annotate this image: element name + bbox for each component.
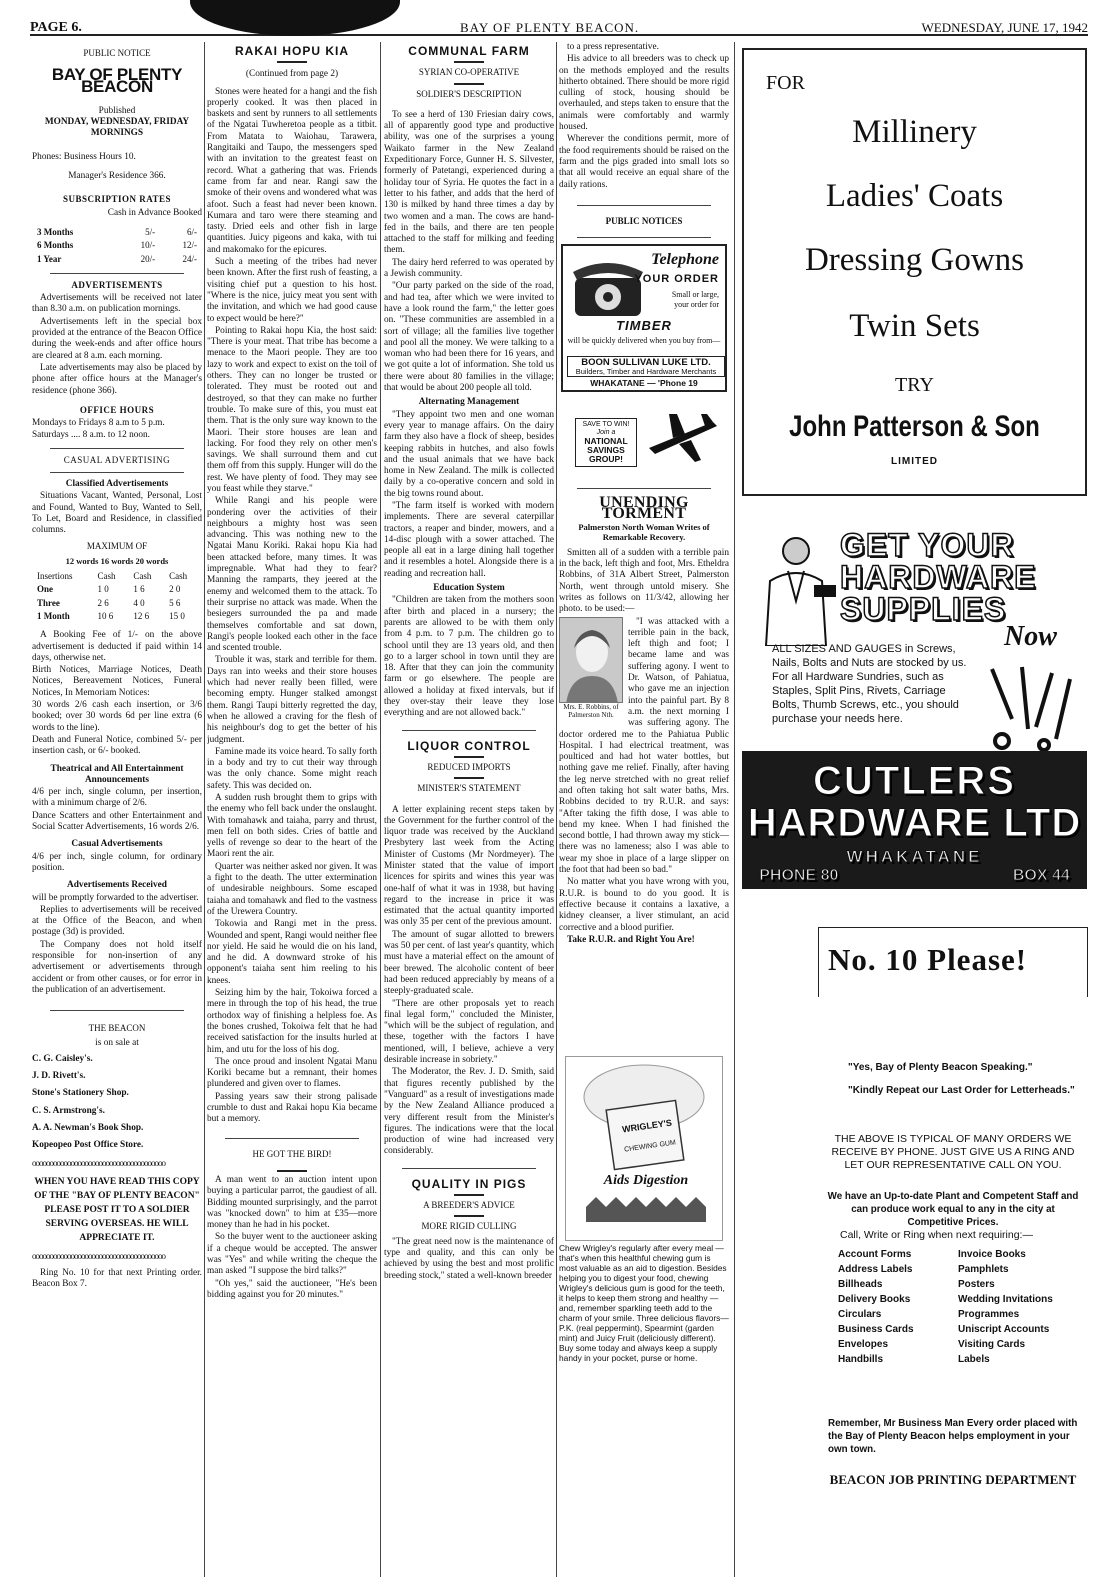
paragraph: The Moderator, the Rev. J. D. Smith, said that figures recently published by the "Vanguard" as a result of investigations made by the New Zealand Alliance produced a very different result from the Minister's figures. The indications were that the local production of wine had increased very considerably. — [384, 1067, 554, 1157]
paragraph: Trouble it was, stark and terrible for them. Days ran into weeks and their store houses which had never really been filled, were becoming empty. Hunger stalked amongst them. Rangi Taupi bitterly regretted the day, when he allowed a craving for the flesh of his neighbour's dog to get the better of his judgment. — [207, 655, 377, 745]
paragraph: Such a meeting of the tribes had never been known. After the first rush of feasting, a visiting chief put a question to his host. "Where is the nice, juicy meat you sent with the invitation, and which we had good cause to expect would be here?" — [207, 257, 377, 324]
timber-label: TIMBER — [616, 318, 672, 334]
phone-quote: "Yes, Bay of Plenty Beacon Speaking." — [848, 1062, 1033, 1073]
rate-cell: 5/- — [145, 226, 156, 237]
firm-phone: WHAKATANE — 'Phone 19 — [590, 378, 698, 389]
paragraph: Advertisements will be received not later than 8.30 a.m. on publication mornings. — [32, 293, 202, 315]
sub-heading: Alternating Management — [418, 397, 520, 408]
column-rule — [556, 42, 557, 1577]
savings-line: SAVE TO WIN! — [582, 421, 630, 429]
firm-box — [567, 356, 725, 377]
office-hours-weekday: Mondays to Fridays 8 a.m to 5 p.m. — [32, 418, 165, 429]
paragraph: Death and Funeral Notice, combined 5/- per insertion cash, or 6/- booked. — [32, 734, 202, 757]
seller-item: Stone's Stationery Shop. — [32, 1088, 129, 1099]
phone-quote: "Kindly Repeat our Last Order for Letterheads." — [848, 1085, 1075, 1096]
article-subheading: SYRIAN CO-OPERATIVE — [418, 67, 520, 78]
ad-firm: John Patterson & Son — [789, 410, 1040, 443]
public-notices-heading: PUBLIC NOTICES — [605, 215, 683, 226]
paragraph: A sudden rush brought them to grips with the enemy who fell back under the onslaught. With tomahawk and taiaha, parry and thrust, men fell on both sides. Cries of battle and yells of revenge so dear to the heart of the Maori rent the air. — [207, 793, 377, 860]
issue-date: WEDNESDAY, JUNE 17, 1942 — [921, 20, 1088, 35]
hardware-tools-icon — [982, 659, 1082, 754]
wrigleys-caption: Chew Wrigley's regularly after every meal — that's when this healthful chewing gum is most valuable as an aid to digestion. Besides helping you to digest your food, chewing Wrigley's delicious gum is good for the teeth, it helps to keep them strong and healthy — and, remember sparkling teeth add to the charm of your smile. Three delicious flavors—P.K. (real peppermint), Spearmint (garden mint) and Juicy Fruit (deliciously different). Buy some today and always keep a supply handy in your pocket, purse or home. — [559, 1243, 729, 1364]
rate-row — [34, 254, 200, 265]
casual-adv-heading: Casual Advertisements — [71, 839, 163, 850]
printing-item: Visiting Cards — [958, 1339, 1026, 1350]
seller-item: Kopeopeo Post Office Store. — [32, 1140, 144, 1151]
divider — [50, 472, 184, 473]
section-label: PUBLIC NOTICE — [83, 48, 151, 58]
paragraph: The once proud and insolent Ngatai Manu Koriki became but a remnant, their homes plundered and given over to flames. — [207, 1056, 377, 1090]
seller-item: C. S. Armstrong's. — [32, 1105, 105, 1116]
seller-item: A. A. Newman's Book Shop. — [32, 1122, 144, 1133]
printing-item: Address Labels — [838, 1264, 913, 1275]
insertion-cell: 15 0 — [169, 610, 185, 621]
portrait-image — [559, 617, 623, 703]
paragraph: No matter what you have wrong with you, R.U.R. is bound to do you good. It is effective because it contains a laxative, a kidney cleanser, a liver stimulant, an acid corrective and a blood purifier. — [559, 877, 729, 933]
article-body — [384, 110, 554, 394]
divider — [50, 448, 184, 449]
insertion-header: Cash — [133, 571, 152, 582]
paragraph: The amount of sugar allotted to brewers was 50 per cent. of last year's quantity, which must have a material effect on the amount of beer brewed. The alcoholic content of beer had been reduced appreciably by means of a steeply-graduated scale. — [384, 929, 554, 997]
publication-days: MONDAY, WEDNESDAY, FRIDAY MORNINGS — [44, 117, 190, 139]
insertion-cell: 1 6 — [133, 584, 145, 595]
insertion-header: Cash — [169, 571, 188, 582]
article-title: COMMUNAL FARM — [408, 44, 530, 58]
paragraph: "I was attacked with a terrible pain in the back, left thigh and foot; I became lame and was suffering agony. I went to Dr. Watson, of Pahiatua, who gave me an injection into the painful part. By 8 a.m. the next morning I was suffering agony. The doctor ordered me to the Pahiatua Public Hospital. I had electrical treatment, was poulticed and had hot water bottles, but nothing gave me relief. Finally, after having the leg nerve stretched with no great relief and often taking hot salt water baths, Mrs. Robbins decided to try R.U.R. and says: "After taking the fifth dose, I was able to bend my knee. When I had finished the second bottle, I had thrown away my stick—there was no lameness; also I was able to wear my shoe in place of a large slipper on the foot that had been so bad." — [559, 616, 729, 876]
insertion-header: Insertions — [37, 571, 73, 582]
subscription-heading: SUBSCRIPTION RATES — [62, 194, 172, 205]
paragraph: Smitten all of a sudden with a terrible pain in the back, left thigh and foot, Mrs. Etheldra Robbins, of 31A Albert Street, Palmerston North, went through untold misery. She writes as follows on 11/3/42, allowing her photo. to be used:— — [559, 547, 729, 615]
title-rule — [454, 1215, 484, 1217]
paragraph: While Rangi and his people were pondering over the activities of their neighbours a mighty host was seen advancing. This was nothing new to the Ngatai Manu Koriki. Rakai hopu Kia had been attacked before, many times. It was impregnable. What had they to fear? Manning the ramparts, they jeered at the enemy and welcomed them to the attack. To their surprise no attack was made. When the besiegers surrounded the pa and made themselves comfortable and sat down, Rangi's people looked each other in the face and scented trouble. — [207, 496, 377, 654]
dotted-divider: oooooooooooooooooooooooooooooooooooooo — [32, 1250, 165, 1261]
manager-phone: Manager's Residence 366. — [68, 171, 166, 182]
printing-row — [838, 1352, 1078, 1367]
paragraph: His advice to all breeders was to check up on the methods employed and the results hitherto obtained. There should be more rigid culling of stock, housing should be overhauled, and steps taken to ensure that the animals were comfortably and warmly housed. — [559, 54, 729, 133]
column-rule — [380, 42, 381, 1577]
printing-item: Invoice Books — [958, 1249, 1026, 1260]
insertion-table — [32, 569, 202, 624]
word-counts: 12 words 16 words 20 words — [65, 555, 169, 566]
paragraph: 30 words 2/6 cash each insertion, or 3/6 booked; over 30 words 6d per line extra (6 words to the line). — [32, 700, 202, 733]
paper-title: BAY OF PLENTY BEACON — [51, 65, 183, 96]
subscription-table — [32, 225, 202, 267]
theatrical-heading: Theatrical and All Entertainment Announcements — [50, 763, 184, 785]
printing-advert — [818, 897, 1088, 1577]
divider — [225, 1138, 359, 1139]
article-subheading: MINISTER'S STATEMENT — [417, 783, 521, 794]
firm-name: BOON SULLIVAN LUKE LTD. — [581, 357, 711, 369]
printing-title: No. 10 Please! — [828, 942, 1028, 977]
column-rule — [734, 42, 735, 1577]
telephone-icon — [569, 254, 647, 318]
paragraph: 4/6 per inch, single column, for ordinary position. — [32, 851, 202, 873]
title-rule — [454, 83, 484, 85]
paragraph: "They appoint two men and one woman every year to manage affairs. On the dairy farm they also have a flock of sheep, besides keeping rabbits in hutches, and also fowls and the usual animals that we have back home in New Zealand. The milk is collected daily by a co-operative concern and sold in the big towns round about. — [384, 409, 554, 499]
insertion-cell: 1 0 — [97, 584, 109, 595]
insertion-cell: 10 6 — [97, 610, 114, 621]
cutlers-phone: PHONE 80 — [759, 867, 839, 884]
article-subheading: MORE RIGID CULLING — [421, 1221, 517, 1232]
savings-line: NATIONAL SAVINGS GROUP! — [584, 436, 628, 465]
paragraph: Tokowia and Rangi met in the press. Wounded and spent, Rangi would neither flee nor yield. He said he would die on his land, and he did. A downward stroke of his opponent's taiaha sent him reeling to his knees. — [207, 919, 377, 986]
cutlers-name: HARDWARE LTD — [747, 801, 1082, 845]
order-text: Small or large, your order for — [671, 290, 719, 310]
ad-line: Dressing Gowns — [804, 242, 1025, 278]
article-body — [384, 595, 554, 719]
headline-line: SUPPLIES — [840, 591, 1007, 627]
paragraph: To see a herd of 130 Friesian dairy cows, all of apparently good type and productive ability, was one of the surprises a young Waikato farmer in the New Zealand Expeditionary Force, Gunner H. S. Silvester, formerly of Patetangi, experienced during a holiday tour of Syria. He quotes the fact in a letter to his father, and adds that the herd of 130 is milked by hand three times a day by two women and a man. The cows are hand-fed in the bails, and there are ten people attached to the staff for milking and feeding them. — [384, 109, 554, 256]
bird-heading: HE GOT THE BIRD! — [252, 1148, 332, 1159]
firm-description: Builders, Timber and Hardware Merchants — [575, 367, 717, 377]
savings-line: Join a — [596, 429, 616, 437]
article-body — [207, 87, 377, 1126]
article-body — [384, 410, 554, 580]
wrigleys-slogan: Aids Digestion — [603, 1173, 689, 1189]
paragraph: "Children are taken from the mothers soon after birth and placed in a nursery; the parents are allowed to be with them only from 4 p.m. to 7 p.m. The children go to school until they are 13 years old, and then go to a larger school in town until they are 18. After that they can join the community farm or go elsewhere. The people are allowed a holiday at fixed intervals, but if they over-stay their leave they lose everything and are not allowed back." — [384, 595, 554, 719]
bird-body — [207, 1175, 377, 1301]
rate-cell: 6 Months — [37, 240, 74, 251]
printing-item: Circulars — [838, 1309, 882, 1320]
paragraph: Late advertisements may also be placed by phone after office hours at the Manager's residence (phone 366). — [32, 362, 202, 396]
paragraph: to a press representative. — [567, 42, 659, 52]
seller-item: C. G. Caisley's. — [32, 1053, 93, 1064]
ad-try: TRY — [895, 374, 934, 396]
title-rule — [277, 1170, 307, 1172]
article-title: UNENDING TORMENT — [599, 494, 689, 523]
column-rule — [204, 42, 205, 1577]
article-subheading: Palmerston North Woman Writes of Remarkable Recovery. — [578, 521, 710, 542]
divider — [50, 1010, 184, 1011]
title-rule — [454, 61, 484, 63]
printing-item: Wedding Invitations — [958, 1294, 1053, 1305]
printing-item: Business Cards — [838, 1324, 914, 1335]
typical-text: THE ABOVE IS TYPICAL OF MANY ORDERS WE RECEIVE BY PHONE. JUST GIVE US A RING AND LET OUR REPRESENTATIVE CALL ON YOU. — [831, 1133, 1075, 1171]
paragraph: Birth Notices, Marriage Notices, Death Notices, Bereavement Notices, Funeral Notices, In Memoriam Notices: — [32, 665, 202, 698]
paragraph: Seizing him by the hair, Tokoiwa forced a mere in through the top of his head, the true orthodox way of finishing a helpless foe. As the bones crushed, Tokoiwa felt that he had received satisfaction for the insults hurled at him, and utu for the loss of his dog. — [207, 988, 377, 1055]
printing-item: Account Forms — [838, 1249, 912, 1260]
title-rule — [454, 777, 484, 779]
divider — [577, 205, 711, 206]
savings-advert — [559, 404, 729, 476]
printing-item: Labels — [958, 1354, 990, 1365]
rate-cell: 12/- — [182, 240, 197, 251]
paragraph: A letter explaining recent steps taken by the Government for the further control of the liquor trade was received by the Auckland Presbytery last week from the Acting Minister of Customs (Mr Nordmeyer). The Minister stated that the value of import licences for spirits and wines this year was one-half of what it was in 1938, but having regard to the increase in price it was estimated that the actual quantity imported was only 35 per cent of the previous amount. — [384, 804, 554, 928]
printing-item: Billheads — [838, 1279, 883, 1290]
printing-item: Handbills — [838, 1354, 884, 1365]
paragraph: "The farm itself is worked with modern implements. There are several caterpillar tractors, a reaper and binder, mowers, and a 14-disc plough with a sower attached. The people all eat in a large dining hall together and it resembles a hotel. Alongside there is a reading and recreation hall. — [384, 500, 554, 579]
portrait-photo — [559, 617, 623, 719]
telephone-label: Telephone — [651, 251, 719, 269]
insertion-header: Cash — [97, 571, 116, 582]
ad-limited: LIMITED — [891, 456, 938, 467]
printing-row — [838, 1277, 1078, 1292]
divider — [577, 237, 711, 238]
insertion-row — [34, 611, 200, 622]
divider — [402, 1168, 536, 1169]
paragraph: "The great need now is the maintenance of type and quality, and this can only be achieved by using the best and most prolific breeding stock," stated a well-known breeder — [384, 1236, 554, 1281]
paragraph: Advertisements left in the special box provided at the entrance of the Beacon Office during the week-ends and after office hours are cleared at 8 a.m. each morning. — [32, 316, 202, 361]
headline-line: GET YOUR — [840, 527, 1015, 563]
paragraph: Wherever the conditions permit, more of the food requirements should be raised on the farm and the pigs graded into small lots so that all would receive an equal share of the daily rations. — [559, 134, 729, 190]
office-hours-saturday: Saturdays .... 8 a.m. to 12 noon. — [32, 430, 151, 441]
classified-heading: Classified Advertisements — [65, 479, 169, 490]
column-public-notice — [32, 42, 202, 1292]
paragraph: Famine made its voice heard. To sally forth in a body and try to cut their way through was the only chance. Some might reach safety. This was decided on. — [207, 746, 377, 791]
received-heading: Advertisements Received — [67, 880, 167, 891]
maximum-heading: MAXIMUM OF — [86, 540, 148, 551]
newspaper-name: BAY OF PLENTY BEACON. — [460, 20, 640, 35]
remember-text: Remember, Mr Business Man Every order placed with the Bay of Plenty Beacon helps employment in your own town. — [828, 1418, 1078, 1455]
timber-advert — [561, 244, 727, 392]
paragraph: The dairy herd referred to was operated by a Jewish community. — [384, 257, 554, 280]
paragraph: So the buyer went to the auctioneer asking if a cheque would be accepted. The answer was "Yes" and while writing the cheque the man asked "I suppose the bird talks?" — [207, 1232, 377, 1277]
portrait-icon — [560, 618, 623, 703]
printing-row — [838, 1262, 1078, 1277]
paragraph: 4/6 per inch, single column, per insertion, with a minimum charge of 2/6. — [32, 787, 202, 809]
cutlers-banner — [742, 751, 1087, 889]
paragraph: A man went to an auction intent upon buying a particular parrot, the gaudiest of all. Bidding mounted surprisingly, and the parrot was "knocked down" to him at £35—more money than he had in his pocket. — [207, 1174, 377, 1231]
wrigleys-product: CHEWING GUM — [623, 1139, 677, 1154]
rate-cell: 20/- — [140, 253, 156, 264]
sale-label: is on sale at — [95, 1038, 139, 1049]
insertion-cell: 2 0 — [169, 584, 181, 595]
seller-item: J. D. Rivett's. — [32, 1071, 86, 1082]
cutlers-name: CUTLERS — [813, 759, 1016, 803]
paragraph: Quarter was neither asked nor given. It was a fight to the death. The utter extermination of undesirable neighbours. Some escaped taiaha and tomahawk and fled to the vastness of the Urewera Country. — [207, 861, 377, 917]
ring-notice: Ring No. 10 for that next Printing order. Beacon Box 7. — [32, 1268, 202, 1290]
ad-line: Ladies' Coats — [825, 178, 1004, 214]
article-subheading: REDUCED IMPORTS — [427, 761, 511, 772]
divider — [50, 273, 184, 274]
rate-cell: 1 Year — [37, 253, 62, 264]
insertion-row — [34, 598, 200, 609]
paragraph: The Company does not hold itself responsible for non-insertion of any advertisement or advertisements through accident or from other causes, or for error in the publication of an advertisement. — [32, 939, 202, 995]
divider — [402, 730, 536, 731]
paragraph: A Booking Fee of 1/- on the above advertisement is deducted if paid within 14 days, otherwise net. — [32, 630, 202, 663]
paragraph: Dance Scatters and other Entertainment and Social Scatter Advertisements, 16 words 2/6. — [32, 810, 202, 833]
masthead — [30, 12, 1088, 36]
insertion-cell: 2 6 — [97, 597, 109, 608]
hardware-body: ALL SIZES AND GAUGES in Screws, Nails, Bolts and Nuts are stocked by us. For all Hardware Sundries, such as Staples, Split Pins, Rivets, Carriage Bolts, Thumb Screws, etc., you should purchase your needs here. — [772, 643, 967, 725]
article-subheading: SOLDIER'S DESCRIPTION — [416, 88, 522, 99]
aeroplane-icon — [643, 408, 723, 466]
title-rule — [454, 756, 484, 758]
printing-item: Programmes — [958, 1309, 1020, 1320]
insertion-cell: 1 Month — [37, 610, 70, 621]
cutlers-box: BOX 44 — [1012, 867, 1070, 884]
your-order-label: YOUR ORDER — [634, 273, 719, 286]
paragraph: Passing years saw their strong palisade crumble to dust and Rakai hopu Kia became but a memory. — [207, 1091, 377, 1125]
savings-tag — [575, 418, 637, 467]
printing-row — [838, 1307, 1078, 1322]
photo-caption: Mrs. E. Robbins, of Palmerston Nth. — [563, 702, 619, 719]
column-mixed — [559, 42, 729, 1363]
column-communal-farm — [384, 42, 554, 1283]
subscription-columns: Cash in Advance Booked — [107, 207, 202, 218]
ad-line: Twin Sets — [849, 308, 980, 344]
beacon-heading: THE BEACON — [88, 1023, 146, 1034]
article-title: QUALITY IN PIGS — [411, 1176, 527, 1191]
paragraph: "Oh yes," said the auctioneer, "He's been bidding against you for 20 minutes." — [207, 1278, 377, 1300]
insertion-cell: Three — [37, 597, 60, 608]
title-rule — [454, 1194, 484, 1196]
column-rakai-hopu-kia — [207, 42, 377, 1302]
printing-item: Uniscript Accounts — [958, 1324, 1050, 1335]
paragraph: Stones were heated for a hangi and the fish properly cooked. It was then placed in baskets and sent by runners to all settlements of the Ngatai Tuwheretoa people as a titbit. From Matata to Waiohau, Tarawera, Rangitaiki and Taupo, the messengers sped with an invitation to the greatest feast on record. What a gathering that was. Friends came from far and near. Rangi saw the smoke of their ovens and wondered what was afoot. Such a feast had never been known. Kumara and taro were there steaming and tasty. Dried eels and other fish in large quantities. Juicy pigeons and kaka, with tui and makomako for the epicures. — [207, 86, 377, 255]
printing-row — [838, 1247, 1078, 1262]
plant-text: We have an Up-to-date Plant and Competent Staff and can produce work equal to any in the city at Competitive Prices. — [827, 1191, 1079, 1228]
headline-line: HARDWARE — [840, 559, 1037, 595]
rate-row — [34, 240, 200, 251]
dotted-divider: oooooooooooooooooooooooooooooooooooooo — [32, 1157, 165, 1168]
rate-cell: 24/- — [182, 253, 197, 264]
rate-cell: 6/- — [187, 226, 197, 237]
printing-row — [838, 1322, 1078, 1337]
paragraph: Replies to advertisements will be received at the Office of the Beacon, and when postage (3d) is provided. — [32, 904, 202, 938]
continued-note: (Continued from page 2) — [245, 69, 339, 80]
sub-heading: Education System — [433, 583, 505, 594]
paragraph: "There are other proposals yet to reach final legal form," concluded the Minister, "which will be the subject of regulation, and these, together with the factors I have mentioned, will, I believe, achieve a very desirable increase in sobriety." — [384, 998, 554, 1066]
casual-heading: CASUAL ADVERTISING — [63, 454, 171, 465]
paragraph: "Our party parked on the side of the road, and had tea, after which we were invited to have a look round the farm," the letter goes on. "These communities are assembled in a sort of village; all the families live together and pool all the money. We were talking to a woman who had been there for 16 years, and we got quite a lot of information. She told us there were about 80 families in the village; that would be about 200 people all told. — [384, 281, 554, 394]
phones: Phones: Business Hours 10. — [32, 151, 136, 162]
now-label: Now — [1004, 621, 1057, 652]
insertion-cell: 4 0 — [133, 597, 145, 608]
article-body — [559, 42, 729, 191]
insertion-row — [34, 584, 200, 595]
delivery-text: will be quickly delivered when you buy from— — [567, 336, 721, 346]
printing-item: Posters — [958, 1279, 995, 1290]
paragraph: Pointing to Rakai hopu Kia, the host said: "There is your meat. That tribe has become a menace to the Maori people. They are too lazy to work and expect to exist on the toil of others. They can no longer be trusted or tolerated. They must be rooted out and destroyed, so that they can make no further trouble. To make sure of this, you must eat them. That is the only sure way known to the Maori. Their store houses are lean and lacking. For food they rely on other men's savings. We shall surround them and cut them off from this supply. Hunger will do the rest. We have plenty of food. They may see you feast while they starve." — [207, 325, 377, 494]
soldier-notice: WHEN YOU HAVE READ THIS COPY OF THE "BAY OF PLENTY BEACON" PLEASE POST IT TO A SOLDIER SERVING OVERSEAS. HE WILL APPRECIATE IT. — [34, 1176, 200, 1243]
printing-item: Envelopes — [838, 1339, 889, 1350]
wrigleys-brand: WRIGLEY'S — [621, 1117, 673, 1135]
printing-row — [838, 1292, 1078, 1307]
printing-footer: BEACON JOB PRINTING DEPARTMENT — [829, 1472, 1077, 1487]
paragraph: Situations Vacant, Wanted, Personal, Lost and Found, Wanted to Buy, Wanted to Sell, To Let, Board and Residence, in classified columns. — [32, 491, 202, 536]
rate-row — [34, 227, 200, 238]
patterson-advert — [742, 48, 1087, 496]
paragraph: will be promptly forwarded to the advertiser. — [32, 892, 199, 903]
advertisements-heading: ADVERTISEMENTS — [71, 279, 163, 290]
shopkeeper-icon — [756, 531, 836, 646]
article-title: RAKAI HOPU KIA — [234, 44, 349, 58]
divider — [577, 488, 711, 489]
insertion-cell: 12 6 — [133, 610, 150, 621]
paragraph: Take R.U.R. and Right You Are! — [567, 934, 695, 945]
cutlers-town: WHAKATANE — [846, 847, 983, 866]
page-number: PAGE 6. — [30, 20, 82, 35]
printing-row — [838, 1337, 1078, 1352]
article-body — [384, 805, 554, 1158]
insertion-cell: 5 6 — [169, 597, 181, 608]
printing-item: Pamphlets — [958, 1264, 1009, 1275]
wrigleys-advert — [565, 1056, 723, 1241]
printing-items — [838, 1247, 1078, 1367]
article-title: LIQUOR CONTROL — [407, 738, 531, 753]
published-label: Published — [98, 105, 136, 116]
ad-line: Millinery — [852, 114, 977, 150]
cutlers-advert — [742, 529, 1087, 894]
ad-for: FOR — [766, 72, 805, 94]
title-rule — [277, 61, 307, 63]
sellers-list — [32, 1054, 202, 1152]
office-hours-heading: OFFICE HOURS — [79, 404, 155, 415]
rate-cell: 10/- — [140, 240, 156, 251]
insertion-cell: One — [37, 584, 54, 595]
rate-cell: 3 Months — [37, 226, 74, 237]
article-subheading: A BREEDER'S ADVICE — [423, 1200, 515, 1211]
call-text: Call, Write or Ring when next requiring:— — [840, 1229, 1033, 1241]
printing-item: Delivery Books — [838, 1294, 911, 1305]
